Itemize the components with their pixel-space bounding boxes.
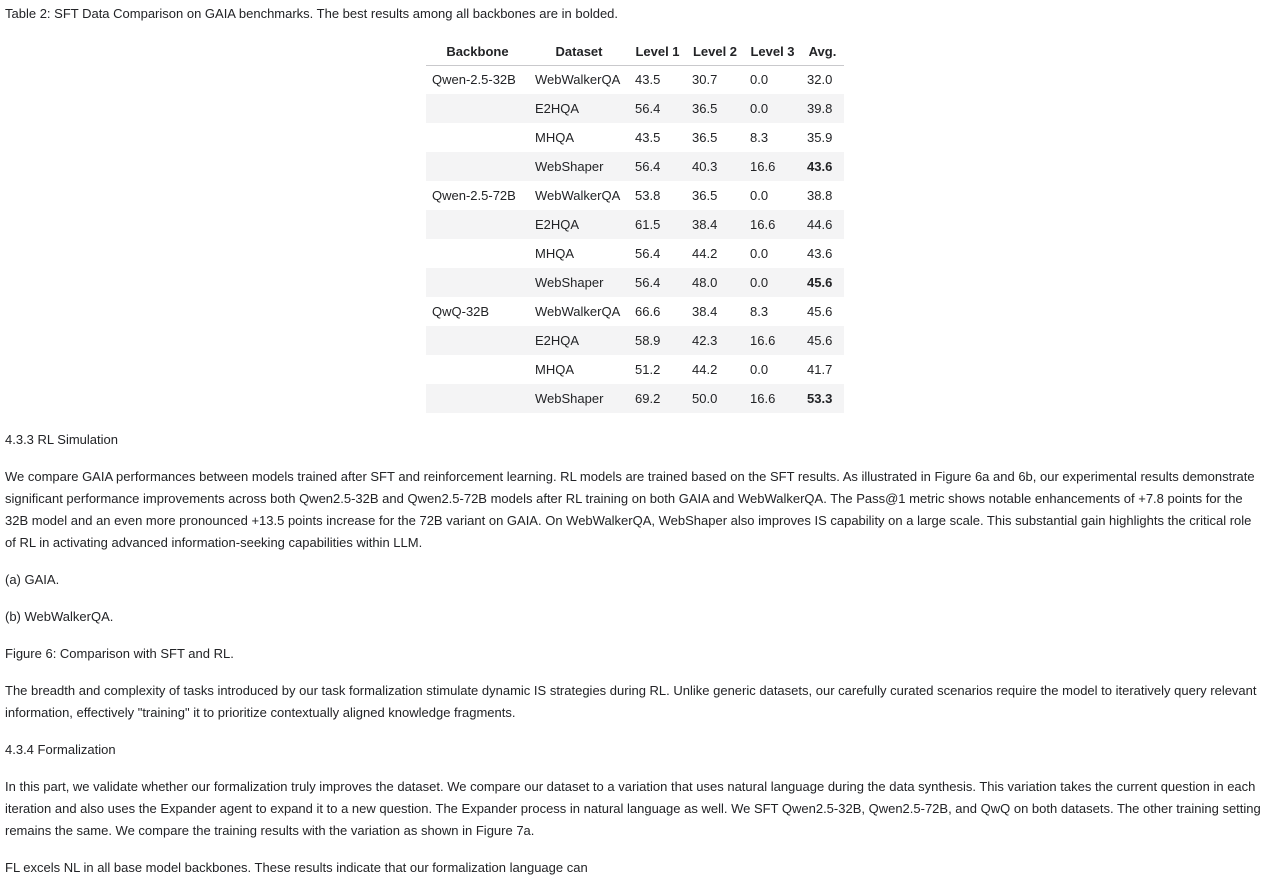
cell-level2: 38.4 (692, 217, 718, 232)
cell-level2: 30.7 (692, 72, 718, 88)
cell-level3: 16.6 (750, 391, 776, 406)
table-row (426, 65, 844, 94)
cell-avg: 35.9 (807, 130, 833, 145)
cell-avg: 45.6 (807, 304, 833, 319)
cell-backbone (426, 152, 529, 181)
cell-level1: 56.4 (635, 275, 661, 290)
cell-avg-best: 45.6 (807, 275, 833, 290)
cell-level2: 40.3 (692, 159, 718, 174)
table-row (426, 297, 844, 326)
cell-dataset: MHQA (535, 130, 574, 145)
col-header-level1: Level 1 (629, 38, 686, 65)
cell-backbone (426, 268, 529, 297)
cell-level3: 16.6 (750, 333, 776, 348)
cell-level1: 56.4 (635, 159, 661, 174)
col-header-dataset: Dataset (529, 38, 629, 65)
figure6-caption: Figure 6: Comparison with SFT and RL. (5, 646, 234, 661)
cell-dataset: MHQA (535, 246, 574, 261)
cell-avg: 45.6 (807, 333, 833, 348)
col-header-level2: Level 2 (686, 38, 744, 65)
col-header-level3: Level 3 (744, 38, 801, 65)
cell-level3: 16.6 (750, 159, 776, 174)
cell-level1: 53.8 (635, 188, 661, 203)
cell-level1: 61.5 (635, 217, 661, 232)
cell-level1: 58.9 (635, 333, 661, 348)
cell-level1: 43.5 (635, 130, 661, 145)
table-row (426, 210, 844, 239)
cell-level1: 56.4 (635, 246, 661, 261)
body-text (5, 429, 1265, 879)
cell-level2: 36.5 (692, 130, 718, 145)
table-row (426, 355, 844, 384)
cell-level1: 43.5 (635, 72, 661, 88)
cell-level2: 38.4 (692, 304, 718, 319)
cell-backbone (426, 239, 529, 268)
cell-level3: 0.0 (750, 101, 769, 116)
paragraph-formalization: In this part, we validate whether our formalization truly improves the dataset. We compare our dataset to a variation that uses natural language during the data synthesis. This variation takes the current question in each iteration and also uses the Expander agent to expand it to a new question. The Expander process in natural language as well. We SFT Qwen2.5-32B, Qwen2.5-72B, and QwQ on both datasets. The other training setting remains the same. We compare the training results with the variation as shown in Figure 7a. (5, 779, 1261, 838)
cell-level2: 44.2 (692, 246, 718, 261)
cell-level2: 36.5 (692, 101, 718, 116)
figure-subcaption-a: (a) GAIA. (5, 572, 60, 587)
cell-avg: 38.8 (807, 188, 833, 203)
table-row (426, 94, 844, 123)
cell-level3: 0.0 (750, 362, 769, 377)
cell-backbone (426, 326, 529, 355)
cell-avg-best: 43.6 (807, 159, 833, 174)
cell-backbone: Qwen-2.5-72B (432, 188, 516, 203)
table-row (426, 384, 844, 413)
table-row (426, 268, 844, 297)
paragraph-fl-excels: FL excels NL in all base model backbones. These results indicate that our formalization language can (5, 860, 588, 875)
cell-level2: 36.5 (692, 188, 718, 203)
cell-level2: 44.2 (692, 362, 718, 377)
cell-backbone (426, 94, 529, 123)
cell-level3: 16.6 (750, 217, 776, 232)
cell-dataset: E2HQA (535, 217, 580, 232)
section-heading-434: 4.3.4 Formalization (5, 742, 116, 757)
cell-dataset: MHQA (535, 362, 574, 377)
table-row (426, 123, 844, 152)
cell-level1: 69.2 (635, 391, 661, 406)
cell-level3: 8.3 (750, 130, 769, 145)
cell-backbone (426, 384, 529, 413)
table-row (426, 152, 844, 181)
cell-level3: 0.0 (750, 72, 769, 88)
cell-level1: 56.4 (635, 101, 661, 116)
col-header-backbone: Backbone (426, 38, 529, 65)
cell-dataset: WebShaper (535, 159, 604, 174)
cell-level1: 66.6 (635, 304, 661, 319)
cell-avg: 44.6 (807, 217, 833, 232)
table-caption: Table 2: SFT Data Comparison on GAIA benchmarks. The best results among all backbones are in bolded. (5, 6, 619, 21)
table-header-row (426, 38, 844, 65)
cell-dataset: E2HQA (535, 333, 580, 348)
cell-avg: 32.0 (807, 72, 833, 88)
col-header-avg: Avg. (801, 38, 844, 65)
cell-backbone (426, 355, 529, 384)
cell-backbone: Qwen-2.5-32B (432, 72, 516, 88)
cell-level3: 8.3 (750, 304, 769, 319)
cell-avg: 43.6 (807, 246, 833, 261)
section-heading-433: 4.3.3 RL Simulation (5, 432, 118, 447)
cell-dataset: WebShaper (535, 275, 604, 290)
cell-level2: 50.0 (692, 391, 718, 406)
paragraph-rl-breadth: The breadth and complexity of tasks introduced by our task formalization stimulate dynamic IS strategies during RL. Unlike generic datasets, our carefully curated scenarios require the model to iteratively query relevant information, effectively "training" it to prioritize contextually aligned knowledge fragments. (5, 683, 1257, 720)
cell-backbone: QwQ-32B (432, 304, 490, 319)
cell-dataset: WebWalkerQA (535, 72, 621, 88)
cell-avg: 39.8 (807, 101, 833, 116)
cell-level3: 0.0 (750, 246, 769, 261)
table-row (426, 181, 844, 210)
cell-dataset: E2HQA (535, 101, 580, 116)
cell-dataset: WebWalkerQA (535, 304, 621, 319)
sft-comparison-table (426, 38, 844, 413)
table-row (426, 239, 844, 268)
figure-subcaption-b: (b) WebWalkerQA. (5, 609, 114, 624)
cell-level2: 48.0 (692, 275, 718, 290)
cell-backbone (426, 210, 529, 239)
cell-level1: 51.2 (635, 362, 661, 377)
cell-level3: 0.0 (750, 188, 769, 203)
cell-dataset: WebShaper (535, 391, 604, 406)
cell-avg-best: 53.3 (807, 391, 833, 406)
cell-dataset: WebWalkerQA (535, 188, 621, 203)
cell-level2: 42.3 (692, 333, 718, 348)
cell-backbone (426, 123, 529, 152)
cell-level3: 0.0 (750, 275, 769, 290)
cell-avg: 41.7 (807, 362, 833, 377)
paragraph-rl-simulation: We compare GAIA performances between models trained after SFT and reinforcement learning. RL models are trained based on the SFT results. As illustrated in Figure 6a and 6b, our experimental results demonstrate significant performance improvements across both Qwen2.5-32B and Qwen2.5-72B models after RL training on both GAIA and WebWalkerQA. The Pass@1 metric shows notable enhancements of +7.8 points for the 32B model and an even more pronounced +13.5 points increase for the 72B variant on GAIA. On WebWalkerQA, WebShaper also improves IS capability on a large scale. This substantial gain highlights the critical role of RL in activating advanced information-seeking capabilities within LLM. (5, 469, 1255, 550)
paper-page (5, 3, 1265, 879)
table-row (426, 326, 844, 355)
